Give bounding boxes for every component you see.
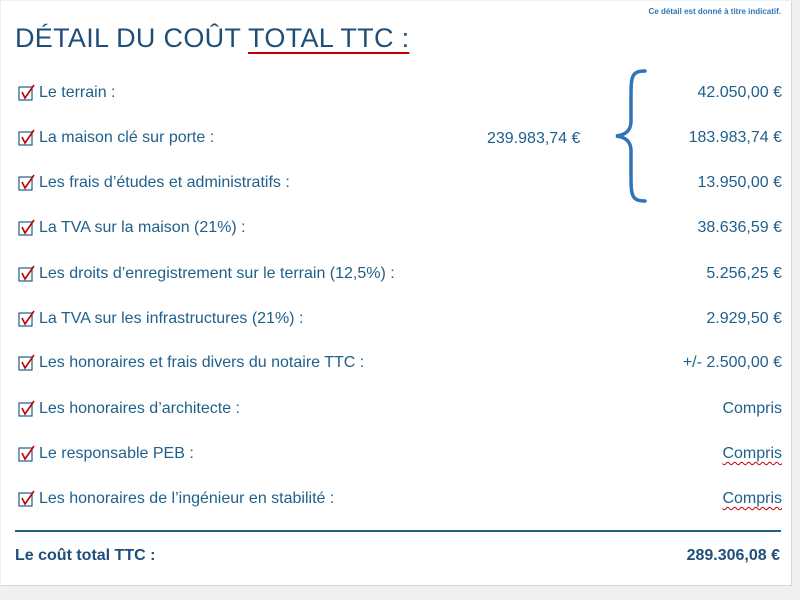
cost-value: 42.050,00 €: [697, 84, 782, 101]
cost-row-ingenieur: [17, 487, 782, 513]
indicative-note: Ce détail est donné à titre indicatif.: [648, 7, 781, 16]
cost-row-frais-etudes: [17, 171, 782, 197]
checkbox-check-icon: [17, 264, 37, 284]
cost-label: Le responsable PEB :: [39, 445, 194, 462]
cost-label: Les honoraires de l’ingénieur en stabilité :: [39, 490, 335, 507]
cost-row-notaire: [17, 351, 782, 377]
checkbox-check-icon: [17, 218, 37, 238]
curly-brace-icon: [613, 69, 647, 203]
checkbox-check-icon: [17, 309, 37, 329]
cost-value: Compris: [722, 400, 782, 417]
total-value: 289.306,08 €: [686, 547, 780, 564]
cost-label: Les honoraires d’architecte :: [39, 400, 240, 417]
checkbox-check-icon: [17, 83, 37, 103]
subtotal-value: 239.983,74 €: [487, 130, 581, 147]
total-label: Le coût total TTC :: [15, 547, 156, 564]
total-divider: [15, 530, 781, 532]
checkbox-check-icon: [17, 353, 37, 373]
checkbox-check-icon: [17, 399, 37, 419]
cost-value: Compris: [722, 445, 782, 462]
cost-value: Compris: [722, 490, 782, 507]
checkbox-check-icon: [17, 489, 37, 509]
cost-value: 5.256,25 €: [706, 265, 782, 282]
cost-label: Les honoraires et frais divers du notaire TTC :: [39, 354, 365, 371]
page-title: [15, 23, 409, 54]
cost-row-peb: [17, 442, 782, 468]
cost-label: La TVA sur la maison (21%) :: [39, 219, 246, 236]
cost-label: Les droits d’enregistrement sur le terrain (12,5%) :: [39, 265, 395, 282]
checkbox-check-icon: [17, 444, 37, 464]
cost-row-droits-enregistrement: [17, 262, 782, 288]
cost-row-maison: [17, 126, 782, 152]
cost-detail-page: [1, 1, 792, 586]
checkbox-check-icon: [17, 173, 37, 193]
cost-label: Les frais d’études et administratifs :: [39, 174, 290, 191]
cost-value: 13.950,00 €: [697, 174, 782, 191]
cost-label: Le terrain :: [39, 84, 116, 101]
title-prefix: DÉTAIL DU COÛT: [15, 23, 249, 53]
cost-label: La maison clé sur porte :: [39, 129, 215, 146]
cost-row-tva-infrastructures: [17, 307, 782, 333]
cost-value: 183.983,74 €: [688, 129, 782, 146]
cost-row-architecte: [17, 397, 782, 423]
title-underlined: TOTAL TTC :: [248, 23, 410, 53]
cost-label: La TVA sur les infrastructures (21%) :: [39, 310, 304, 327]
checkbox-check-icon: [17, 128, 37, 148]
cost-row-terrain: [17, 81, 782, 107]
cost-row-tva-maison: [17, 216, 782, 242]
cost-value: +/- 2.500,00 €: [682, 354, 782, 371]
cost-value: 38.636,59 €: [697, 219, 782, 236]
cost-value: 2.929,50 €: [706, 310, 782, 327]
